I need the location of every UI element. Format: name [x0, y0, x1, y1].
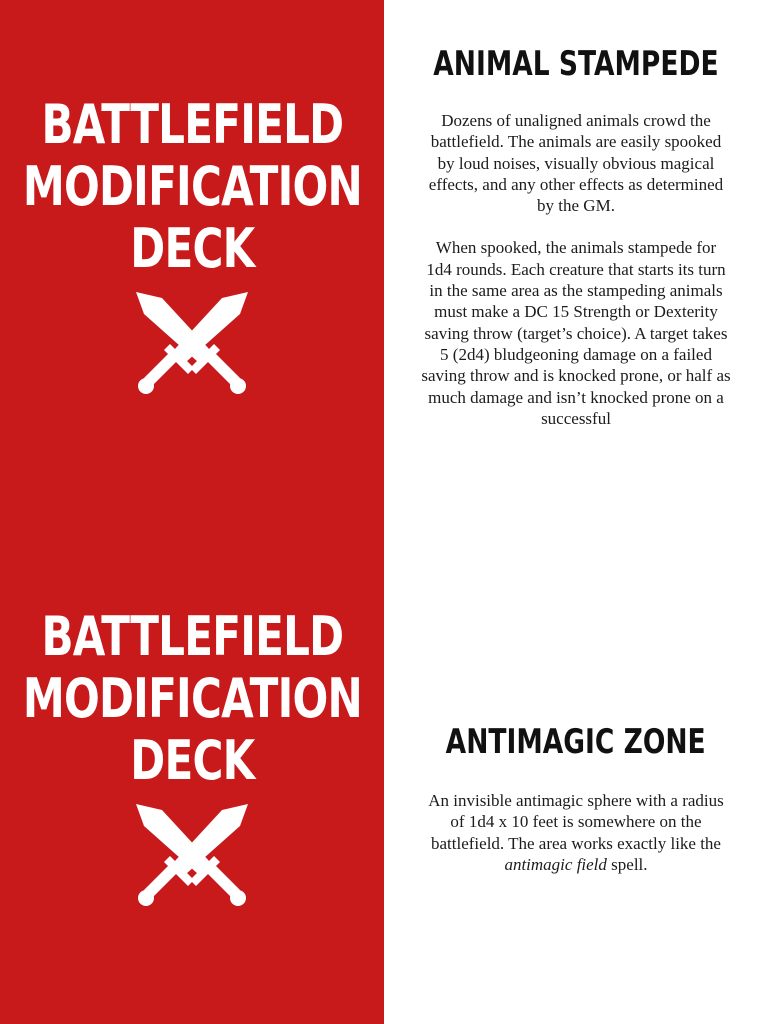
crossed-swords-icon [132, 802, 252, 922]
card-title: ANIMAL STAMPEDE [433, 44, 719, 84]
card-paragraph: When spooked, the animals stampede for 1d4 rounds. Each creature that starts its turn in the same area as the stampeding animals must make a DC 15 Strength or Dexterity saving throw (target’s choice). A target takes 5 (2d4) bludgeoning damage on a failed saving throw and is knocked prone, or half as much damage and isn’t knocked prone on a successful [421, 238, 731, 428]
card-text: An invisible antimagic sphere with a radius of 1d4 x 10 feet is somewhere on the battlefield. The area works exactly like the [428, 791, 724, 853]
deck-title-line: MODIFICATION [22, 155, 362, 218]
deck-title-line: DECK [129, 217, 255, 280]
deck-title-line: BATTLEFIELD [41, 93, 343, 156]
deck-title [22, 94, 361, 280]
deck-title-line: MODIFICATION [22, 667, 362, 730]
card-description [421, 110, 731, 450]
deck-title-line: DECK [129, 729, 255, 792]
card-back-bottom [0, 512, 384, 1024]
deck-title [22, 606, 361, 792]
card-back-top [0, 0, 384, 512]
card-title: ANTIMAGIC ZONE [445, 722, 707, 762]
card-paragraph: Dozens of unaligned animals crowd the battlefield. The animals are easily spooked by loud noises, visually obvious magical effects, and any other effects as determined by the GM. [428, 111, 724, 216]
crossed-swords-icon [132, 290, 252, 410]
card-text: spell. [606, 854, 648, 874]
card-animal-stampede [384, 0, 768, 512]
card-antimagic-zone [384, 512, 768, 1024]
card-paragraph [421, 790, 731, 875]
spell-name: antimagic field [504, 854, 607, 874]
deck-title-line: BATTLEFIELD [41, 605, 343, 668]
card-description [421, 790, 731, 896]
